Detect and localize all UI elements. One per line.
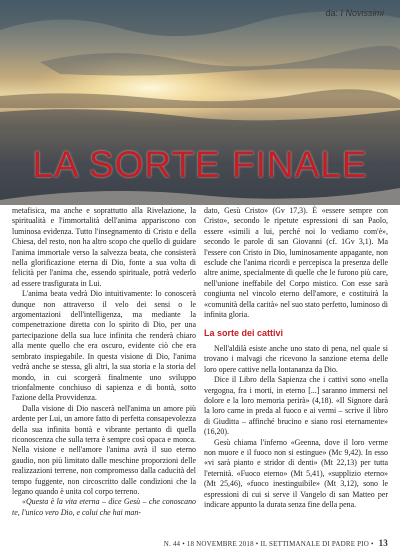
page-footer	[0, 538, 388, 548]
source-label	[325, 8, 384, 18]
section-heading: La sorte dei cattivi	[204, 328, 284, 339]
paragraph: Gesù chiama l'inferno «Geenna, dove il loro verme non muore e il fuoco non si estingue» (Mc 9,42). In esso «vi sarà pianto e stridor di denti» (Mt 22,13) per tutta l'eternità. «Fuoco eterno» (Mt 5,41), «supplizio eterno» (Mt 25,46), «fuoco inestinguibile» (Mt 3,12), sono le espressioni di cui si serve il Vangelo di san Matteo per indicare appunto la durata senza fine della pena.	[204, 437, 388, 509]
page-title: LA SORTE FINALE	[32, 144, 368, 185]
page-number: 13	[378, 538, 388, 548]
column-right	[204, 206, 388, 528]
issue-info: N. 44 • 18 NOVEMBRE 2018 • IL SETTIMANALE DI PADRE PIO •	[163, 540, 374, 548]
paragraph: Nell'aldilà esiste anche uno stato di pena, nel quale si trovano i malvagi che ricevono la sanzione eterna delle loro opere cattive nella lontananza da Dio.	[204, 343, 388, 374]
column-left	[12, 206, 196, 528]
hero-image	[0, 0, 400, 205]
article-body	[12, 206, 388, 528]
paragraph: Dice il Libro della Sapienza che i cattivi sono «nella vergogna, fra i morti, in eterno [...] saranno immersi nel dolore e la loro memoria perirà» (4,18). «Il Signore darà la loro carne in preda al fuoco e ai vermi – scrive il libro di Giuditta – affinché brucino e siano rosi eternamente» (16,20).	[204, 375, 388, 437]
source-title: I Novissimi	[340, 8, 384, 18]
paragraph: L'anima beata vedrà Dio intuitivamente: lo conoscerà dunque non attraverso il velo dei sensi o le argomentazioni dell'intelligenza, ma mediante la compenetrazione diretta con lo spirito di Dio, per una partecipazione della sua luce infinita che renderà chiaro alla mente quello che era oscuro, evidente ciò che era sembrato inspiegabile. In questa visione di Dio, l'anima vedrà anche se stessa, gli altri, la sua storia e la storia del mondo, in cui scorgerà finalmente uno sviluppo trionfalmente conchiuso di sapienza e di bontà, sotto l'azione della Provvidenza.	[12, 289, 196, 403]
paragraph: metafisica, ma anche e soprattutto alla Rivelazione, la spiritualità e l'immortalità dell'anima appariscono con luminosa evidenza. Tutto l'insegnamento di Cristo e della Chiesa, del resto, non ha altro scopo che quello di guidare l'anima immortale verso la salvezza beata, che consisterà nella glorificazione eterna di Dio, fonte a sua volta di felicità per l'anima che, essendo spirituale, potrà vederlo ad essere trasfigurata in Lui.	[12, 206, 196, 288]
quote-text: «Questa è la vita eterna – dice Gesù – che conoscano te, l'unico vero Dio, e colui che hai man-	[12, 497, 196, 517]
paragraph: Dalla visione di Dio nascerà nell'anima un amore più ardente per Lui, un amore fatto di perfetta consapevolezza della sua infinita bontà e vibrante pertanto di quella riconoscenza che sulla terra è sempre così opaca e monca. Nella visione e nell'amore l'anima avrà il suo eterno gaudio, non più limitato dalle meschine proporzioni delle realizzazioni terrene, non compromesso dalla caducità del tempo fuggente, non circoscritto dalle condizioni che la legano quando è unita col corpo terreno.	[12, 403, 196, 496]
source-prefix: da:	[325, 8, 338, 18]
paragraph	[12, 497, 196, 518]
paragraph: dato, Gesù Cristo» (Gv 17,3). È «essere sempre con Cristo», secondo le ripetute espressioni di san Paolo, essere «simili a lui, perché noi lo vediamo com'è», secondo le parole di san Giovanni (cf. 1Gv 3,1). Ma l'essere con Cristo in Dio, luminosamente appagante, non esclude che l'anima ricordi e percepisca la presenza delle altre anime, specialmente di quelle che le furono più care, nell'unione ineffabile del Corpo mistico. Con esse sarà congiunta nel vincolo eterno dell'amore, e costituirà la «comunità della carità» nel suo stato perfetto, luminoso di infinita gloria.	[204, 206, 388, 320]
